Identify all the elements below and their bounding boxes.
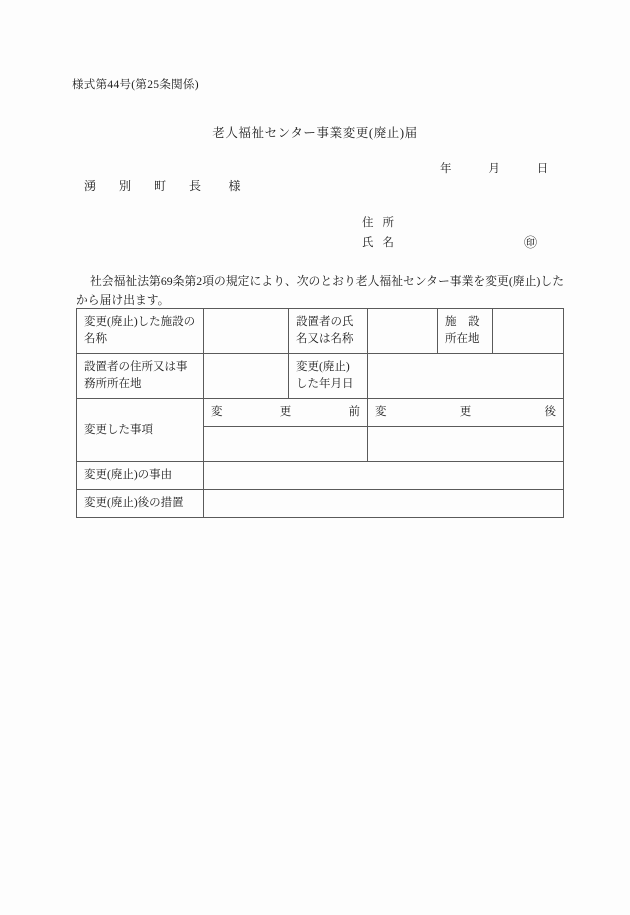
date-line bbox=[440, 160, 548, 176]
table-row bbox=[77, 309, 564, 354]
date-day-label: 日 bbox=[536, 163, 549, 175]
addressee-honorific: 様 bbox=[228, 179, 241, 193]
cell-label-founder-address: 設置者の住所又は事務所所在地 bbox=[77, 354, 204, 399]
cell-label-founder-name: 設置者の氏名又は名称 bbox=[289, 309, 368, 354]
cell-input-measures[interactable] bbox=[204, 490, 564, 518]
page-title: 老人福祉センター事業変更(廃止)届 bbox=[212, 126, 418, 140]
cell-input-change-date[interactable] bbox=[368, 354, 564, 399]
cell-input-founder-name[interactable] bbox=[368, 309, 438, 354]
cell-label-facility-location: 施 設 所在地 bbox=[438, 309, 493, 354]
addressee bbox=[84, 177, 241, 194]
body-text: 社会福祉法第69条第2項の規定により、次のとおり老人福祉センター事業を変更(廃止)したから届け出ます。 bbox=[76, 274, 564, 307]
applicant-address-label: 住 所 bbox=[362, 217, 394, 229]
table-row bbox=[77, 462, 564, 490]
seal-icon: ㊞ bbox=[523, 235, 537, 250]
applicant-name-label: 氏 名 bbox=[362, 237, 394, 249]
table-row bbox=[77, 354, 564, 399]
applicant-name-row bbox=[362, 233, 537, 253]
cell-label-measures: 変更(廃止)後の措置 bbox=[77, 490, 204, 518]
table-row bbox=[77, 399, 564, 427]
cell-label-change-date: 変更(廃止)した年月日 bbox=[289, 354, 368, 399]
date-month-label: 月 bbox=[488, 163, 500, 175]
cell-input-reason[interactable] bbox=[204, 462, 564, 490]
cell-input-facility-name[interactable] bbox=[204, 309, 289, 354]
table-row bbox=[77, 490, 564, 518]
cell-input-after[interactable] bbox=[368, 427, 564, 462]
cell-input-founder-address[interactable] bbox=[204, 354, 289, 399]
applicant-address-row bbox=[362, 213, 537, 233]
cell-input-facility-location[interactable] bbox=[493, 309, 564, 354]
cell-input-before[interactable] bbox=[204, 427, 368, 462]
cell-header-after: 変 更 後 bbox=[368, 399, 564, 427]
applicant-block bbox=[362, 213, 537, 253]
cell-header-before: 変 更 前 bbox=[204, 399, 368, 427]
addressee-name: 湧 別 町 長 bbox=[84, 179, 207, 193]
form-table bbox=[76, 308, 564, 518]
cell-label-changed-items: 変更した事項 bbox=[77, 399, 204, 462]
date-year-label: 年 bbox=[440, 163, 452, 175]
form-number: 様式第44号(第25条関係) bbox=[72, 79, 199, 91]
cell-label-facility-name: 変更(廃止)した施設の名称 bbox=[77, 309, 204, 354]
cell-label-reason: 変更(廃止)の事由 bbox=[77, 462, 204, 490]
